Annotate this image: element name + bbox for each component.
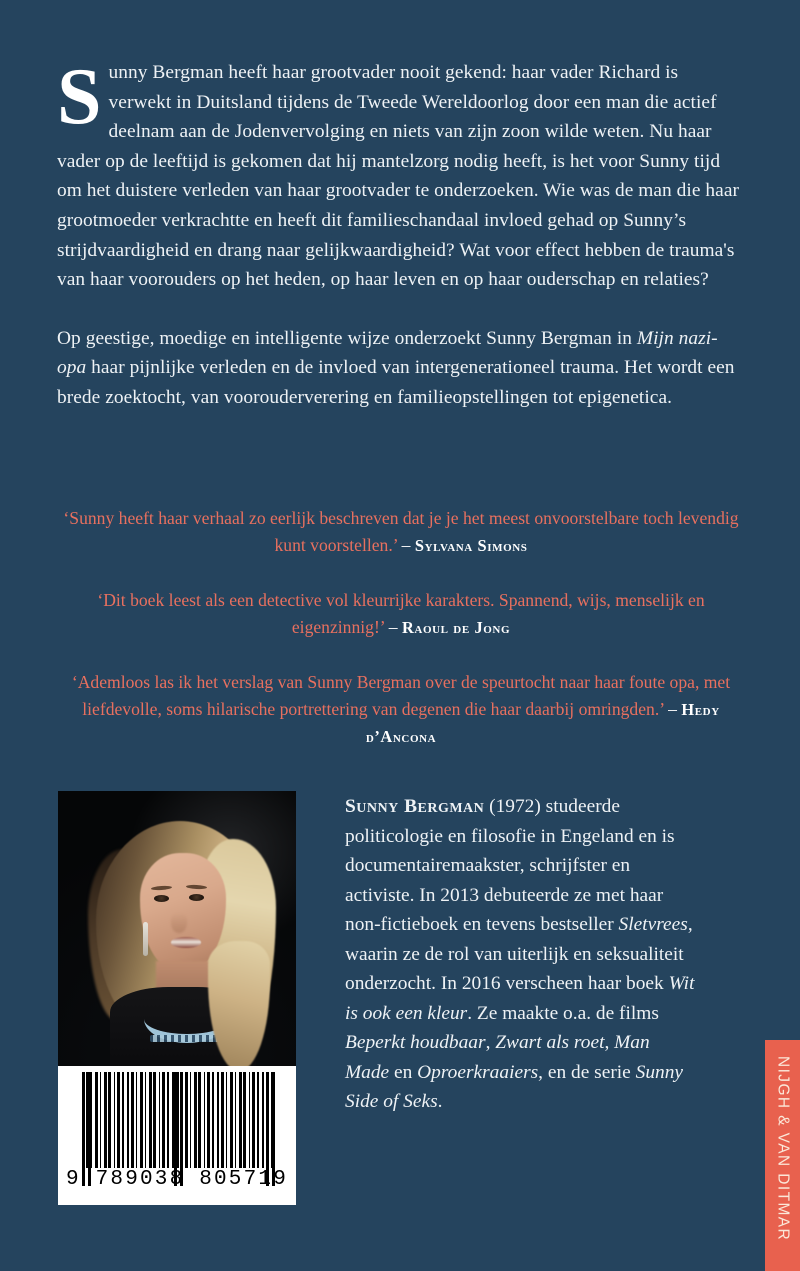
- synopsis-paragraph-2-part-1: Op geestige, moedige en intelligente wijze onderzoekt Sunny Bergman in: [57, 327, 637, 349]
- quote-text: ‘Ademloos las ik het verslag van Sunny Bergman over de speurtocht naar haar foute opa, met liefdevolle, soms hilarische portrettering van degenen die haar daarbij omringden.’: [71, 672, 731, 719]
- press-quotes: [57, 505, 745, 751]
- quote-attribution: Hedy d’Ancona: [365, 699, 720, 746]
- author-name: Sunny Bergman: [345, 796, 485, 817]
- bio-segment-4: ,: [485, 1032, 496, 1053]
- quote-text: ‘Sunny heeft haar verhaal zo eerlijk beschreven dat je je het meest onvoorstelbare toch levendig kunt voorstellen.’: [63, 508, 739, 555]
- quote-attribution: Raoul de Jong: [401, 617, 511, 637]
- bio-segment-3: . Ze maakte o.a. de films: [467, 1002, 659, 1024]
- quote-dash: –: [397, 534, 415, 555]
- author-bio: [345, 792, 695, 1117]
- bio-segment-6: en: [389, 1061, 418, 1083]
- bio-segment-8: .: [437, 1091, 443, 1112]
- quote-attribution: Sylvana Simons: [414, 535, 528, 555]
- bio-title-wit-is-ook-een-kleur: Wit is ook een kleur: [345, 973, 695, 1024]
- synopsis-paragraph-2: [57, 324, 745, 413]
- photo-eye-right: [189, 894, 204, 901]
- publisher-name: NIJGH & VAN DITMAR: [774, 1056, 792, 1242]
- photo-mouth: [171, 937, 201, 948]
- bio-title-sunny-side-of-seks: Sunny Side of Seks: [345, 1061, 684, 1112]
- publisher-band: [765, 1040, 800, 1271]
- bio-segment-5: ,: [604, 1032, 615, 1053]
- barcode-bars: [82, 1072, 272, 1168]
- press-quote: [57, 587, 745, 641]
- synopsis-paragraph-2-part-2: haar pijnlijke verleden en de invloed van intergenerationeel trauma. Het wordt een brede zoektocht, van voorouderverering en familieopstellingen tot epigenetica.: [57, 357, 735, 408]
- bio-title-sletvrees: Sletvrees: [618, 914, 688, 935]
- drop-cap: S: [57, 53, 102, 141]
- bio-title-oproerkraaiers: Oproerkraaiers: [417, 1061, 539, 1083]
- synopsis-paragraph-1-text: unny Bergman heeft haar grootvader nooit gekend: haar vader Richard is verwekt in Duitsland tijdens de Tweede Wereldoorlog door een man die actief deelnam aan de Jodenvervolging en niets van zijn zoon wilde weten. Nu haar vader op de leeftijd is gekomen dat hij mantelzorg nodig heeft, is het voor Sunny tijd om het duistere verleden van haar grootvader te onderzoeken. Wie was de man die haar grootmoeder verkrachtte en heeft dit familieschandaal invloed gehad op Sunny’s strijdvaardigheid en drang naar gelijkwaardigheid? Wat voor effect hebben de trauma's van haar voorouders op het heden, op haar leven en op haar ouderschap en relaties?: [57, 62, 739, 291]
- bio-title-zwart-als-roet: Zwart als roet: [495, 1032, 605, 1053]
- press-quote: [57, 669, 745, 751]
- photo-earring: [143, 922, 148, 956]
- synopsis-paragraph-1: [57, 53, 745, 295]
- back-cover-copy: [57, 53, 745, 413]
- bio-segment-2: , waarin ze de rol van uiterlijk en seksualiteit onderzocht. In 2016 verscheen haar boek: [345, 914, 693, 994]
- quote-dash: –: [663, 698, 682, 719]
- photo-eye-left: [154, 895, 169, 902]
- bio-segment-1: (1972) studeerde politicologie en filosofie in Engeland en is documentairemaakster, schrijfster en activiste. In 2013 debuteerde ze met haar non-fictieboek en tevens bestseller: [345, 796, 675, 935]
- isbn-number: 9 789038 805719: [65, 1168, 289, 1191]
- author-photo: [58, 791, 296, 1066]
- barcode: [58, 1066, 296, 1205]
- photo-nose: [171, 913, 187, 933]
- press-quote: [57, 505, 745, 559]
- bio-title-beperkt-houdbaar: Beperkt houdbaar: [345, 1032, 486, 1053]
- quote-dash: –: [384, 616, 402, 637]
- bio-title-man-made: Man Made: [345, 1032, 650, 1083]
- quote-text: ‘Dit boek leest als een detective vol kleurrijke karakters. Spannend, wijs, menselijk en eigenzinnig!’: [97, 590, 705, 637]
- synopsis-block: [57, 53, 745, 413]
- book-title-italic: Mijn nazi-opa: [57, 327, 718, 379]
- bio-segment-7: , en de serie: [538, 1061, 636, 1083]
